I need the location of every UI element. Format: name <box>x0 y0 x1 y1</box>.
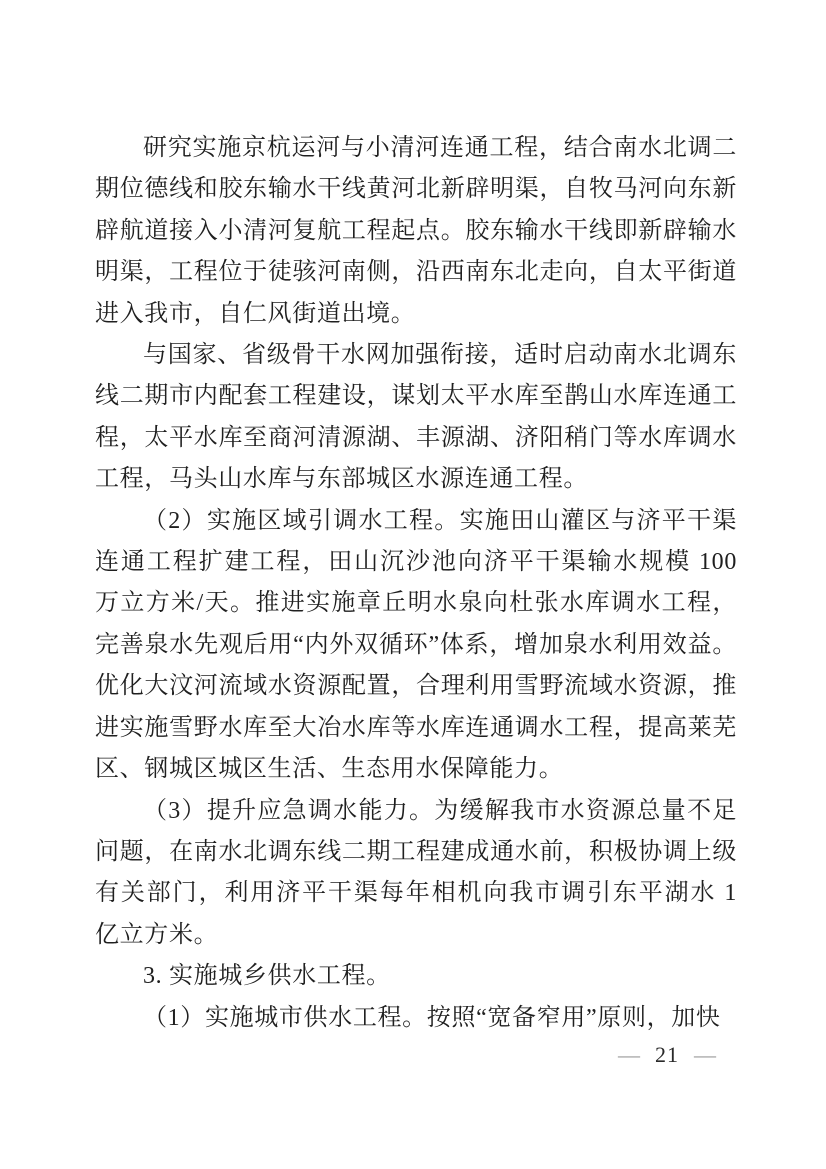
footer-dash-left: — <box>618 1042 640 1067</box>
paragraph-2: 与国家、省级骨干水网加强衔接，适时启动南水北调东线二期市内配套工程建设，谋划太平水库至鹊山水库连通工程，太平水库至商河清源湖、丰源湖、济阳稍门等水库调水工程，马头山水库与东部城区水源连通工程。 <box>95 342 737 493</box>
footer-dash-right: — <box>694 1042 716 1067</box>
paragraph-5: 3. 实施城乡供水工程。 <box>143 963 391 990</box>
paragraph-4: （3）提升应急调水能力。为缓解我市水资源总量不足问题，在南水北调东线二期工程建成通水前，积极协调上级有关部门，利用济平干渠每年相机向我市调引东平湖水 1 亿立方米。 <box>95 797 737 948</box>
paragraph-1: 研究实施京杭运河与小清河连通工程，结合南水北调二期位德线和胶东输水干线黄河北新辟明渠，自牧马河向东新辟航道接入小清河复航工程起点。胶东输水干线即新辟输水明渠，工程位于徒骇河南侧，沿西南东北走向，自太平街道进入我市，自仁风街道出境。 <box>95 135 737 327</box>
paragraph-3: （2）实施区域引调水工程。实施田山灌区与济平干渠连通工程扩建工程，田山沉沙池向济平干渠输水规模 100 万立方米/天。推进实施章丘明水泉向杜张水库调水工程，完善泉水先观后用“内外双循环”体系，增加泉水利用效益。优化大汶河流域水资源配置，合理利用雪野流域水资源，推进实施雪野水库至大冶水库等水库连通调水工程，提高莱芜区、钢城区城区生活、生态用水保障能力。 <box>95 507 737 783</box>
page-footer <box>612 1040 722 1070</box>
paragraph-6: （1）实施城市供水工程。按照“宽备窄用”原则，加快 <box>143 1004 721 1031</box>
document-body <box>95 128 737 1039</box>
page-number: 21 <box>655 1042 679 1067</box>
